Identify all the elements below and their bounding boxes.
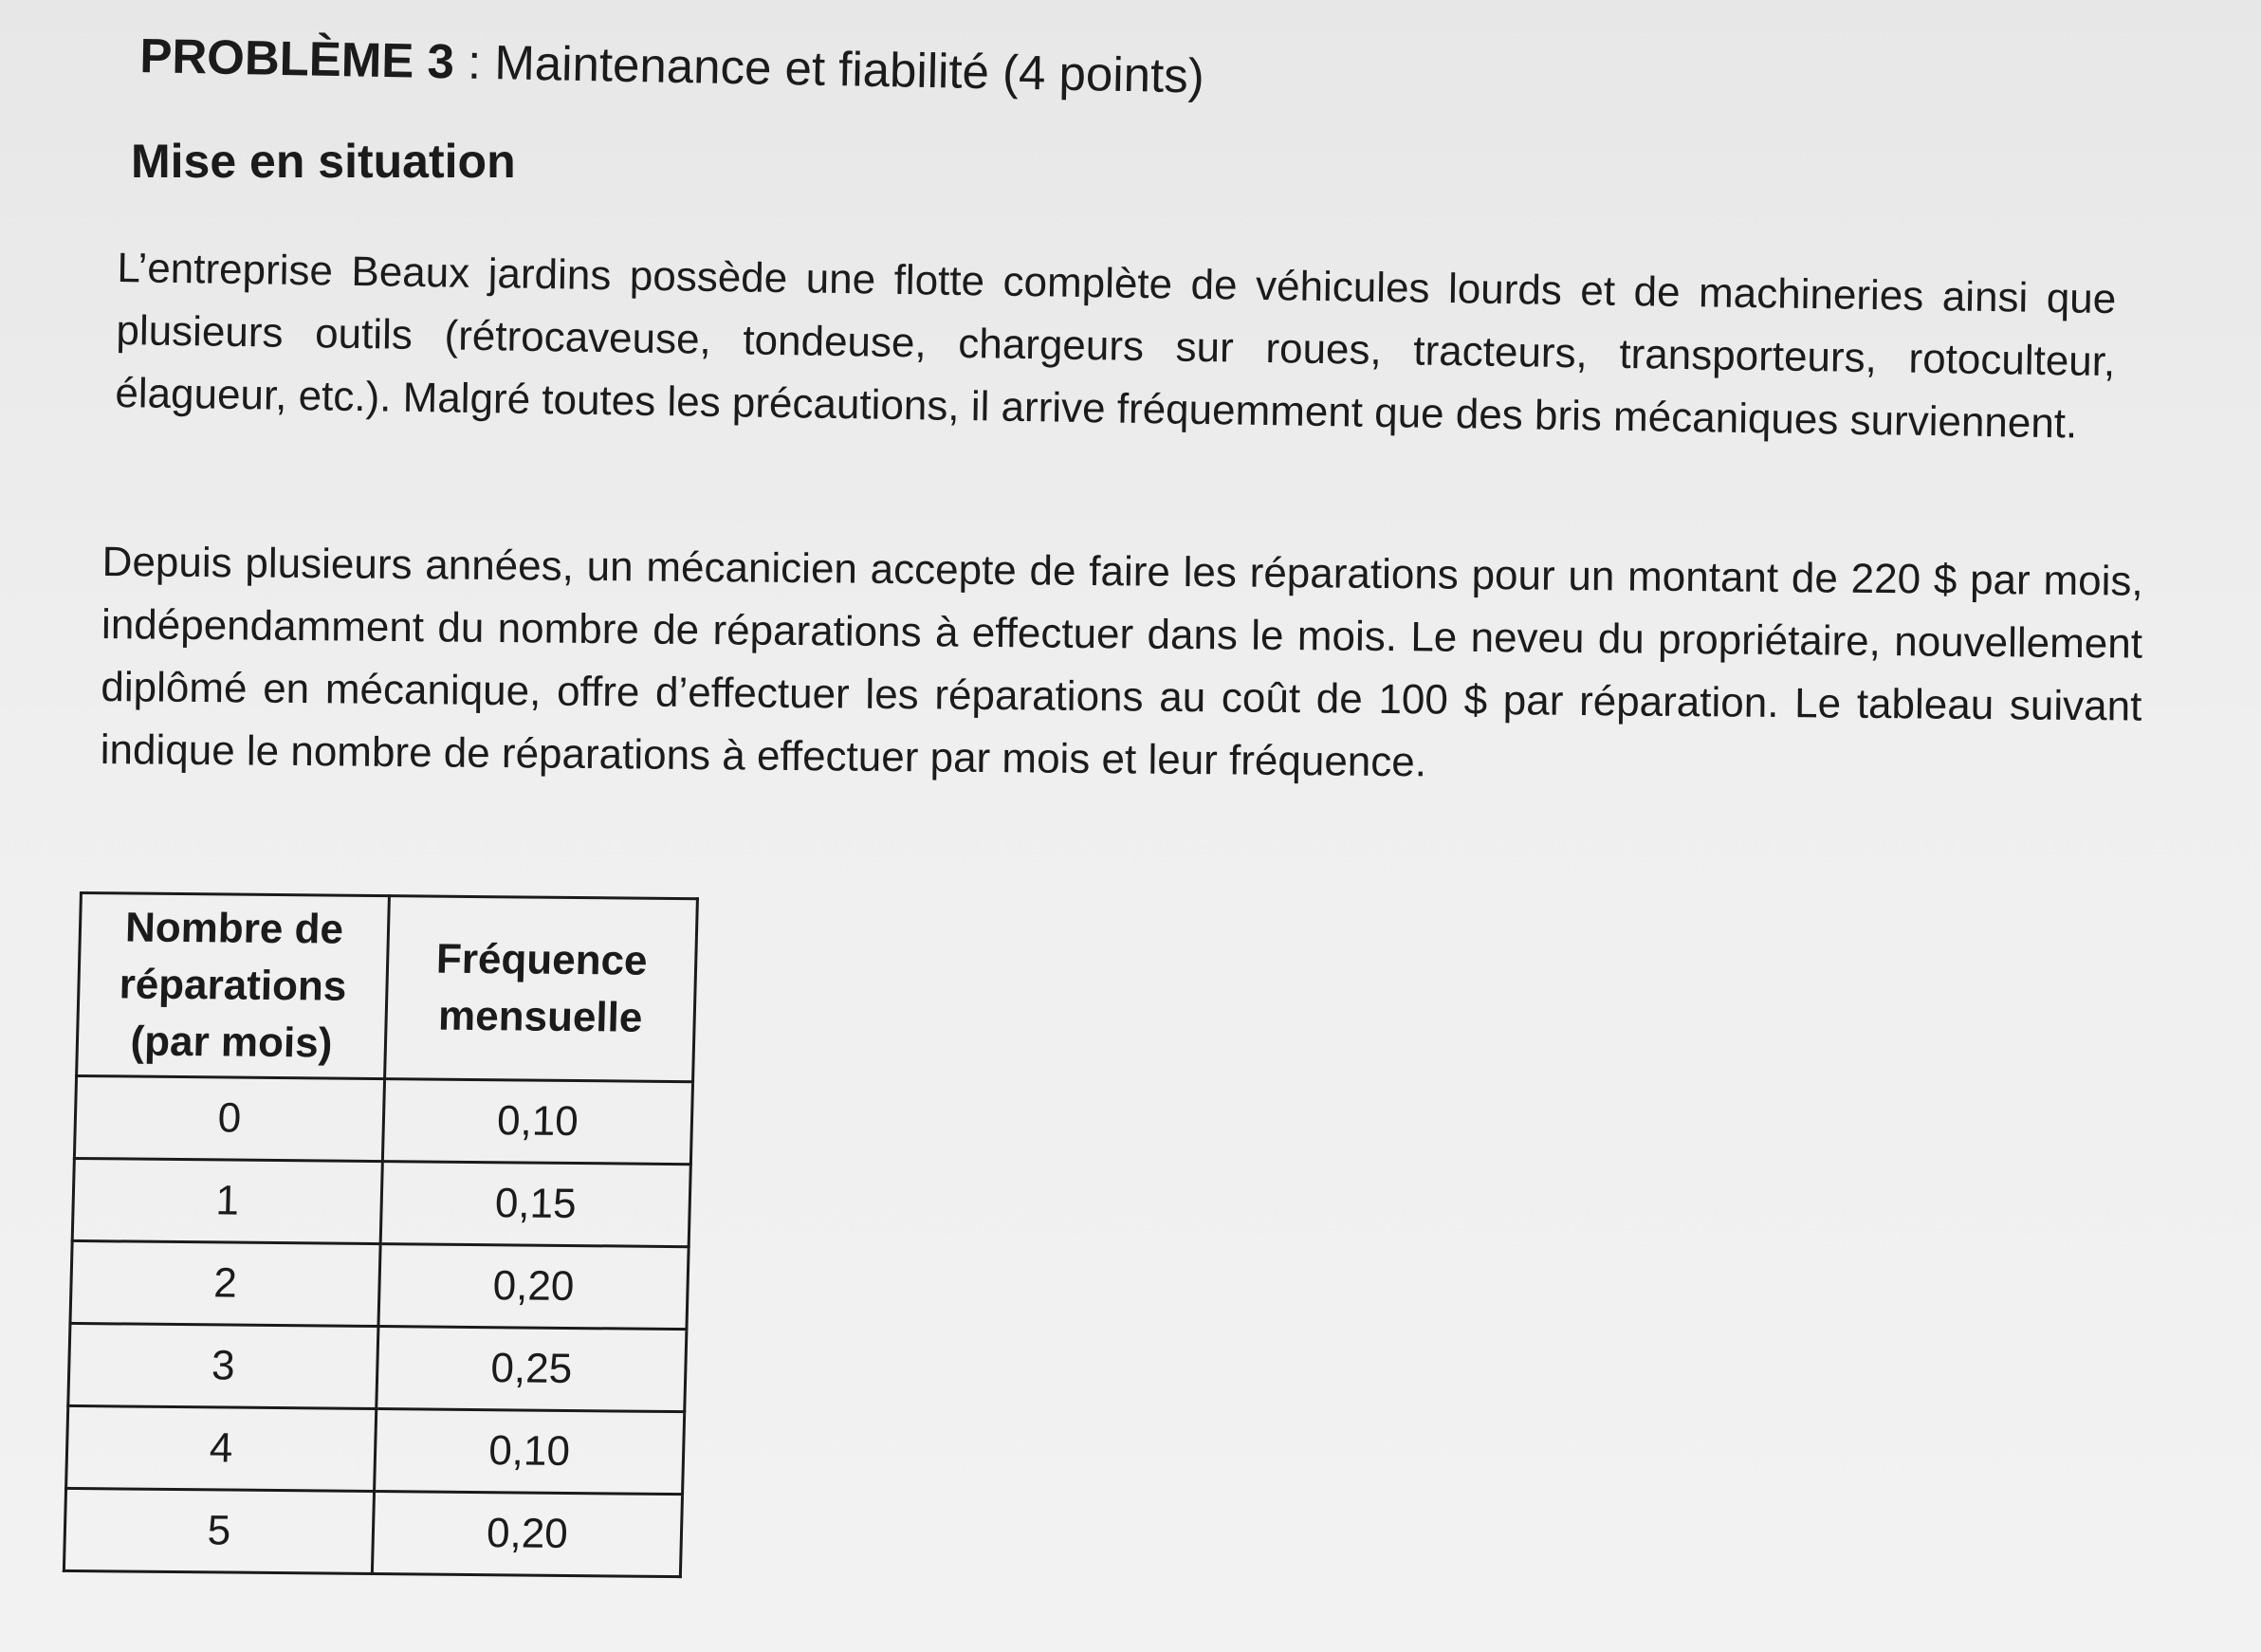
header-monthly-frequency — [385, 896, 698, 1082]
frequency-cell: 0,25 — [377, 1327, 687, 1412]
problem-title-text: : Maintenance et fiabilité (4 points) — [453, 34, 1205, 103]
header-line: réparations — [119, 961, 347, 1010]
paragraph-context: L’entreprise Beaux jardins possède une flotte complète de véhicules lourds et de machineries ainsi que plusieurs outils (rétrocaveuse, tondeuse, chargeurs sur roues, tracteurs, transporteurs, rotoculteur, élagueur, etc.). Malgré toutes les précautions, il arrive fréquemment que des bris mécaniques surviennent. — [115, 244, 2117, 448]
problem-label: PROBLÈME 3 — [138, 28, 455, 89]
repairs-cell: 1 — [72, 1158, 382, 1243]
table-row — [68, 1323, 687, 1411]
repairs-cell: 4 — [66, 1405, 377, 1491]
table-header-row — [77, 893, 698, 1082]
header-line: Fréquence — [435, 935, 649, 984]
problem-title — [139, 27, 1204, 105]
repairs-cell: 2 — [70, 1240, 380, 1326]
header-line: mensuelle — [437, 992, 643, 1041]
table-row — [72, 1158, 690, 1246]
section-title: Mise en situation — [131, 135, 516, 188]
frequency-cell: 0,20 — [372, 1492, 682, 1577]
repairs-cell: 3 — [68, 1323, 378, 1408]
frequency-cell: 0,20 — [378, 1244, 689, 1330]
frequency-cell: 0,10 — [375, 1409, 685, 1495]
header-line: Nombre de — [124, 904, 344, 953]
frequency-cell: 0,15 — [380, 1162, 690, 1247]
header-repairs-count — [77, 893, 390, 1079]
table-row — [74, 1075, 692, 1164]
table-row — [70, 1240, 689, 1329]
repairs-cell: 0 — [74, 1075, 384, 1161]
table-row — [66, 1405, 685, 1494]
repairs-frequency-table — [63, 891, 699, 1578]
repairs-cell: 5 — [64, 1488, 374, 1573]
paragraph-repair-costs: Depuis plusieurs années, un mécanicien accepte de faire les réparations pour un montant de 220 $ par mois, indépendamment du nombre de réparations à effectuer dans le mois. Le neveu du propriétaire, nouvellement diplômé en mécanique, offre d’effectuer les réparations au coût de 100 $ par réparation. Le tableau suivant indique le nombre de réparations à effectuer par mois et leur fréquence. — [100, 538, 2143, 786]
table-row — [64, 1488, 682, 1576]
frequency-cell: 0,10 — [382, 1079, 692, 1165]
header-line: (par mois) — [130, 1018, 333, 1067]
